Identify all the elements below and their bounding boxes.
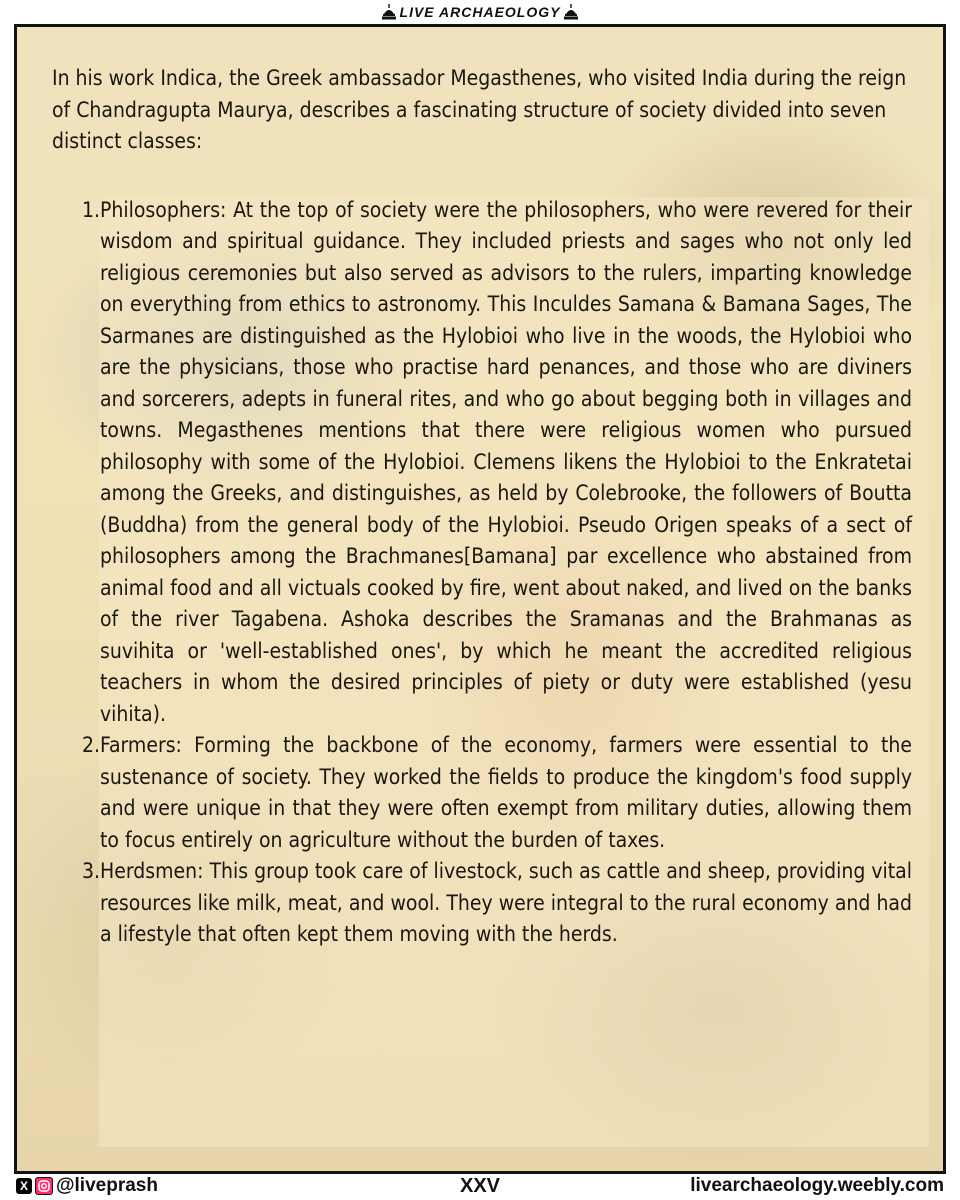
- website-link[interactable]: livearchaeology.weebly.com: [690, 1175, 944, 1196]
- list-item: [52, 856, 912, 951]
- list-number: 3.: [82, 859, 101, 883]
- social-handle[interactable]: [16, 1175, 158, 1197]
- list-item-text: Herdsmen: This group took care of livestock, such as cattle and sheep, providing vital resources like milk, meat, and wool. They were integral to the rural economy and had a lifestyle that often kept them moving with the herds.: [100, 859, 912, 946]
- society-classes-list: [52, 195, 912, 951]
- content-frame: [14, 24, 946, 1174]
- x-logo-icon: X: [16, 1178, 32, 1194]
- list-number: 2.: [82, 733, 101, 757]
- page-number: XXV: [459, 1174, 501, 1197]
- page-footer: [0, 1172, 960, 1200]
- instagram-icon: [35, 1177, 53, 1195]
- handle-text: @liveprash: [56, 1175, 158, 1196]
- article-body: [52, 63, 912, 951]
- list-item-text: Farmers: Forming the backbone of the economy, farmers were essential to the sustenance of society. They worked the fields to produce the kingdom's food supply and were unique in that they were often exempt from military duties, allowing them to focus entirely on agriculture without the burden of taxes.: [100, 733, 912, 852]
- site-title: LIVE ARCHAEOLOGY: [399, 4, 561, 20]
- stupa-icon: [382, 4, 396, 20]
- list-item-text: Philosophers: At the top of society were the philosophers, who were revered for their wisdom and spiritual guidance. They included priests and sages who not only led religious ceremonies but also served as advisors to the rulers, imparting knowledge on everything from ethics to astronomy. This Inculdes Samana & Bamana Sages, The Sarmanes are distinguished as the Hylobioi who live in the woods, the Hylobioi who are the physicians, those who practise hard penances, and those who are diviners and sorcerers, adepts in funeral rites, and who go about begging both in villages and towns. Megasthenes mentions that there were religious women who pursued philosophy with some of the Hylobioi. Clemens likens the Hylobioi to the Enkratetai among the Greeks, and distinguishes, as held by Colebrooke, the followers of Boutta (Buddha) from the general body of the Hylobioi. Pseudo Origen speaks of a sect of philosophers among the Brachmanes[Bamana] par excellence who abstained from animal food and all victuals cooked by fire, went about naked, and lived on the banks of the river Tagabena. Ashoka describes the Sramanas and the Brahmanas as suvihita or 'well-established ones', by which he meant the accredited religious teachers in whom the desired principles of piety or duty were established (yesu vihita).: [100, 197, 912, 726]
- stupa-icon: [564, 4, 578, 20]
- list-number: 1.: [82, 197, 101, 222]
- page-header: [0, 0, 960, 24]
- list-item: [52, 730, 912, 856]
- list-item: [52, 195, 912, 731]
- intro-paragraph: In his work Indica, the Greek ambassador Megasthenes, who visited India during the reign of Chandragupta Maurya, describes a fascinating structure of society divided into seven distinct classes:: [52, 66, 907, 153]
